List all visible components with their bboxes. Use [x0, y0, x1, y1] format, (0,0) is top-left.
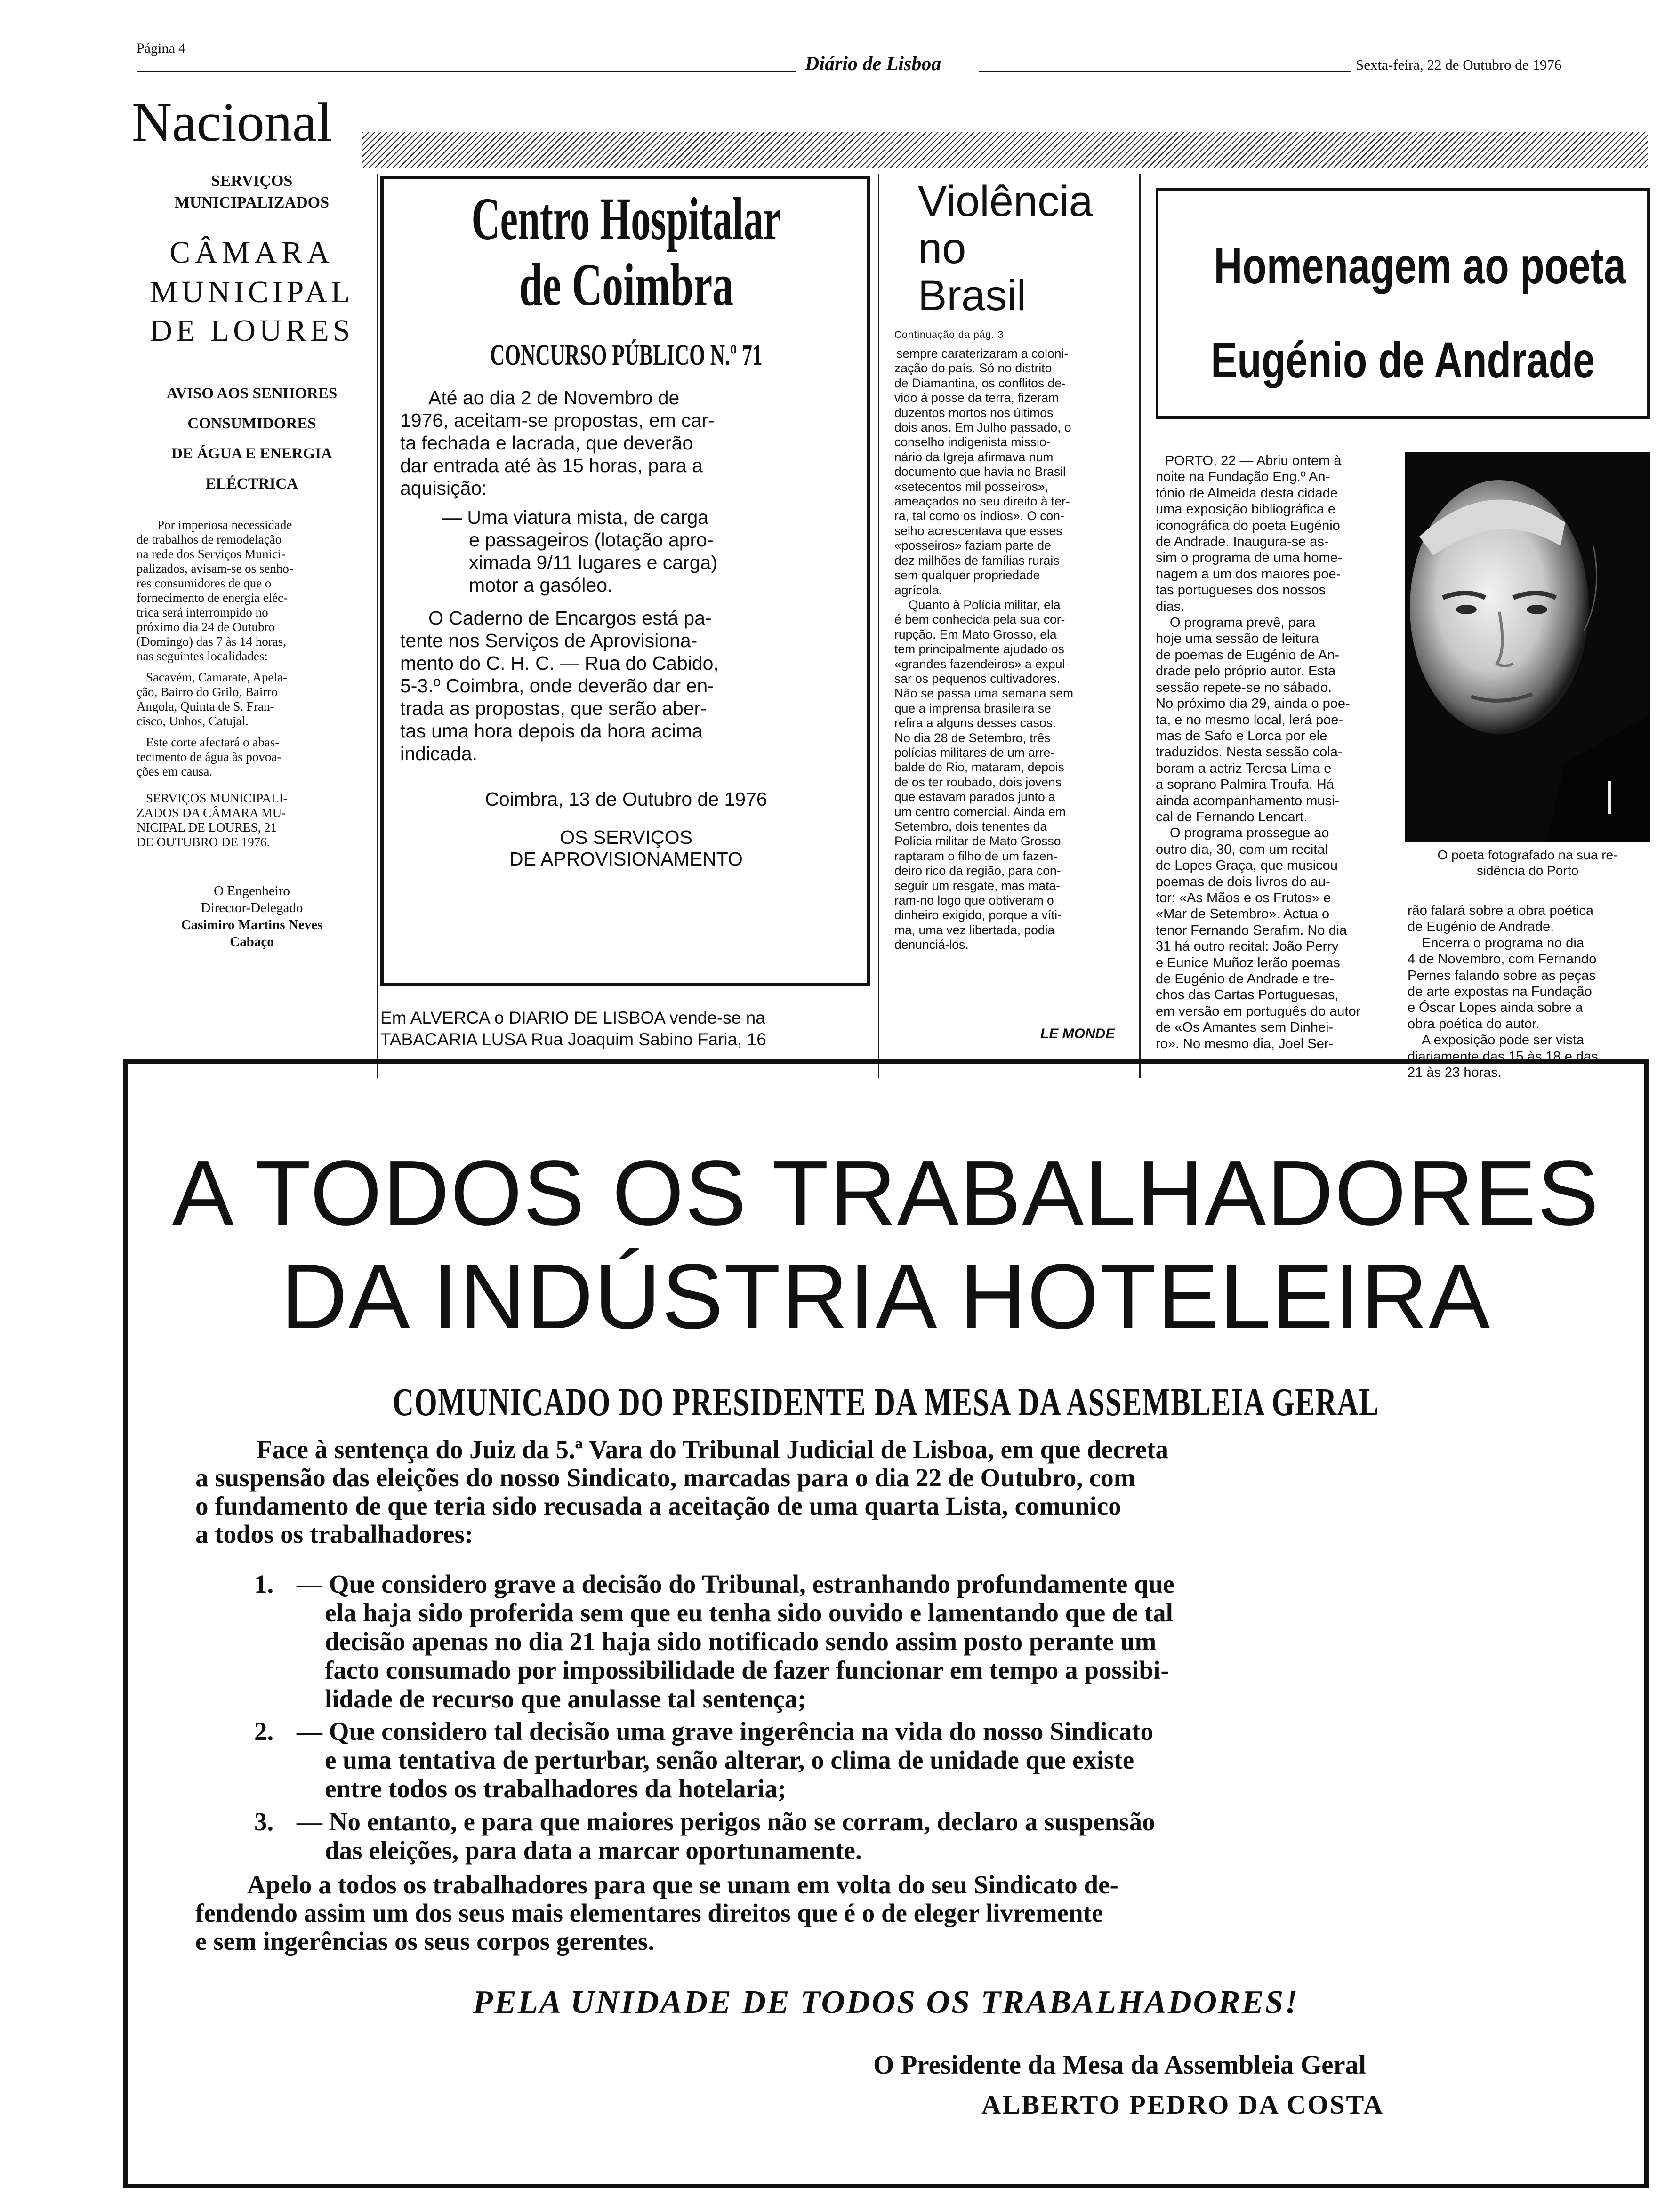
column-rule-2 [878, 174, 879, 1078]
org-name-1: SERVIÇOS [211, 172, 293, 190]
announcement-item-2: 2. — Que considero tal decisão uma grave ingerência na vida do nosso Sindicato e uma tentativa de perturbar, senão alterar, o clima de unidade que existe entre todos os trabalhadores da hotelaria; [254, 1717, 1154, 1803]
announcement-signature-title: O Presidente da Mesa da Assembleia Geral [873, 2050, 1367, 2080]
aviso-line-2: CONSUMIDORES [187, 415, 316, 432]
announcement-signature-name: ALBERTO PEDRO DA COSTA [981, 2090, 1384, 2120]
violence-title: Violência no Brasil [918, 177, 1093, 320]
org-name-2: MUNICIPALIZADOS [174, 194, 330, 211]
announcement-headline-2: DA INDÚSTRIA HOTELEIRA [281, 1245, 1491, 1348]
loures-notice [137, 170, 367, 950]
loures-paragraph-3: Este corte afectará o abas- tecimento de água às povoa- ções em causa. [137, 735, 282, 778]
loures-title-1: CÂMARA [169, 235, 334, 270]
issue-date: Sexta-feira, 22 de Outubro de 1976 [1356, 56, 1562, 73]
section-banner-hatch [362, 132, 1648, 168]
hospital-item: — Uma viatura mista, de carga e passageiros (lotação apro- ximada 9/11 lugares e carga) motor a gasóleo. [442, 506, 717, 596]
column-rule-3 [1139, 174, 1141, 1078]
homage-body-left: PORTO, 22 — Abriu ontem à noite na Fundação Eng.º An- tónio de Almeida desta cidade uma exposição bibliográfica e iconográfica do poeta Eugénio de Andrade. Inaugura-se as- sim o programa de uma home- nagem a um dos maiores poe- tas portugueses dos nossos dias. O programa prevê, para hoje uma sessão de leitura de poemas de Eugénio de An- drade pelo próprio autor. Esta sessão repete-se no sábado. No próximo dia 29, ainda o poe- ta, e no mesmo local, lerá poe- mas de Safo e Lorca por ele traduzidos. Nesta sessão cola- boram a actriz Teresa Lima e a soprano Palmira Troufa. Há ainda acompanhamento musi- cal de Fernando Lencart. O programa prossegue ao outro dia, 30, com um recital de Lopes Graça, que musicou poemas de dois livros do au- tor: «As Mãos e os Frutos» e «Mar de Setembro». Actua o tenor Fernando Serafim. No dia 31 há outro recital: João Perry e Eunice Muñoz lerão poemas de Eugénio de Andrade e tre- chos das Cartas Portuguesas, em versão em português do autor de «Os Amantes sem Dinhei- ro». No mesmo dia, Joel Ser- [1156, 453, 1361, 1051]
loures-paragraph-4: SERVIÇOS MUNICIPALI- ZADOS DA CÂMARA MU- NICIPAL DE LOURES, 21 DE OUTUBRO DE 1976. [137, 791, 288, 849]
hospital-title-2: de Coimbra [519, 251, 733, 318]
loures-title-3: DE LOURES [150, 313, 354, 348]
section-title: Nacional [132, 91, 332, 153]
aviso-line-4: ELÉCTRICA [205, 475, 298, 492]
poet-photo [1405, 452, 1650, 842]
photo-caption: O poeta fotografado na sua re- sidência do Porto [1437, 848, 1618, 878]
announcement-item-3: 3. — No entanto, e para que maiores perigos não se corram, declaro a suspensão das eleições, para data a marcar oportunamente. [254, 1807, 1155, 1865]
homage-body-right: rão falará sobre a obra poética de Eugénio de Andrade. Encerra o programa no dia 4 de Novembro, com Fernando Pernes falando sobre as peças de arte expostas na Fundação e Óscar Lopes ainda sobre a obra poética do autor. A exposição pode ser vista diariamente das 15 às 18 e das 21 às 23 horas. [1408, 903, 1598, 1081]
announcement-headline-1: A TODOS OS TRABALHADORES [172, 1141, 1600, 1244]
continuation-note: Continuação da pág. 3 [894, 329, 1004, 340]
hospital-paragraph-2: O Caderno de Encargos está pa- tente nos Serviços de Aprovisiona- mento do C. H. C. — Rua do Cabido, 5-3.º Coimbra, onde deverão dar en- trada as propostas, que serão aber- tas uma hora depois da hora acima indicada. [400, 607, 719, 764]
homage-title-1: Homenagem ao poeta [1214, 237, 1626, 294]
alverca-notice: Em ALVERCA o DIARIO DE LISBOA vende-se na TABACARIA LUSA Rua Joaquim Sabino Faria, 16 [380, 1008, 766, 1049]
hospital-title-1: Centro Hospitalar [471, 185, 781, 252]
masthead: Diário de Lisboa [805, 53, 941, 75]
hospital-ad [391, 185, 861, 870]
hospital-paragraph-1: Até ao dia 2 de Novembro de 1976, aceitam-se propostas, em car- ta fechada e lacrada, que deverão dar entrada até às 15 horas, para a aquisição: [400, 387, 715, 499]
loures-paragraph-2: Sacavém, Camarate, Apela- ção, Bairro do Grilo, Bairro Angola, Quinta de S. Fran- cisco, Unhos, Catujal. [137, 670, 287, 728]
loures-title-2: MUNICIPAL [150, 275, 354, 309]
column-rule-1 [377, 174, 378, 1078]
hospital-place-date: Coimbra, 13 de Outubro de 1976 [485, 788, 767, 810]
loures-signature: O Engenheiro Director-Delegado Casimiro Martins Neves Cabaço [181, 883, 323, 949]
violence-body: sempre caraterizaram a coloni- zação do país. Só no distrito de Diamantina, os conflitos de- vido à posse da terra, fizeram duzentos mortos nos últimos dois anos. Em Julho passado, o conselho indigenista missio- nário da Igreja afirmava num documento que havia no Brasil «setecentos mil posseiros», ameaçados no seu direito à ter- ra, tal como os índios». O con- selho acrescentava que esses «posseiros» faziam parte de dez milhões de famílias rurais sem qualquer propriedade agrícola. Quanto à Polícia militar, ela é bem conhecida pela sua cor- rupção. Em Mato Grosso, ela tem principalmente ajudado os «grandes fazendeiros» a expul- sar os pequenos cultivadores. Não se passa uma semana sem que a imprensa brasileira se refira a alguns desses casos. No dia 28 de Setembro, três polícias militares de um arre- balde do Rio, mataram, depois de os ter roubado, dois jovens que estavam parados junto a um centro comercial. Ainda em Setembro, dois tenentes da Polícia militar de Mato Grosso raptaram o filho de um fazen- deiro rico da região, para con- seguir um resgate, mas mata- ram-no logo que obtiveram o dinheiro exigido, porque a víti- ma, uma vez libertada, podia denunciá-los. [894, 346, 1074, 952]
announcement-intro: Face à sentença do Juiz da 5.ª Vara do Tribunal Judicial de Lisboa, em que decreta a suspensão das eleições do nosso Sindicato, marcadas para o dia 22 de Outubro, com o fundamento de que teria sido recusada a aceitação de uma quarta Lista, comunico a todos os trabalhadores: [195, 1435, 1169, 1548]
aviso-line-1: AVISO AOS SENHORES [166, 385, 338, 402]
page-number: Página 4 [137, 40, 186, 56]
loures-paragraph-1: Por imperiosa necessidade de trabalhos de remodelação na rede dos Serviços Munici- palizados, avisam-se os senho- res consumidores de que o fornecimento de energia eléc- trica será interrompido no próximo dia 24 de Outubro (Domingo) das 7 às 14 horas, nas seguintes localidades: [137, 518, 293, 663]
header-rule-right [979, 71, 1351, 72]
hospital-signature-1: OS SERVIÇOS [560, 826, 692, 848]
hospital-subtitle: CONCURSO PÚBLICO N.º 71 [490, 339, 763, 371]
announcement-item-1: 1. — Que considero grave a decisão do Tribunal, estranhando profundamente que ela haja sido proferida sem que eu tenha sido ouvido e lamentando que de tal decisão apenas no dia 21 haja sido notificado sendo assim posto perante um facto consumado por impossibilidade de fazer funcionar em tempo a possibi- lidade de recurso que anulasse tal sentença; [254, 1570, 1174, 1713]
announcement-subhead: COMUNICADO DO PRESIDENTE DA MESA DA ASSEMBLEIA GERAL [393, 1380, 1379, 1424]
homage-title-2: Eugénio de Andrade [1211, 331, 1595, 388]
announcement-slogan: PELA UNIDADE DE TODOS OS TRABALHADORES! [473, 1984, 1299, 2020]
announcement-appeal: Apelo a todos os trabalhadores para que se unam em volta do seu Sindicato de- fendendo assim um dos seus mais elementares direitos que é o de eleger livremente e sem ingerências os seus corpos gerentes. [195, 1870, 1118, 1956]
source-credit: LE MONDE [1040, 1026, 1115, 1042]
header-rule-left [137, 71, 796, 72]
aviso-line-3: DE ÁGUA E ENERGIA [171, 445, 332, 462]
hospital-signature-2: DE APROVISIONAMENTO [509, 848, 743, 870]
